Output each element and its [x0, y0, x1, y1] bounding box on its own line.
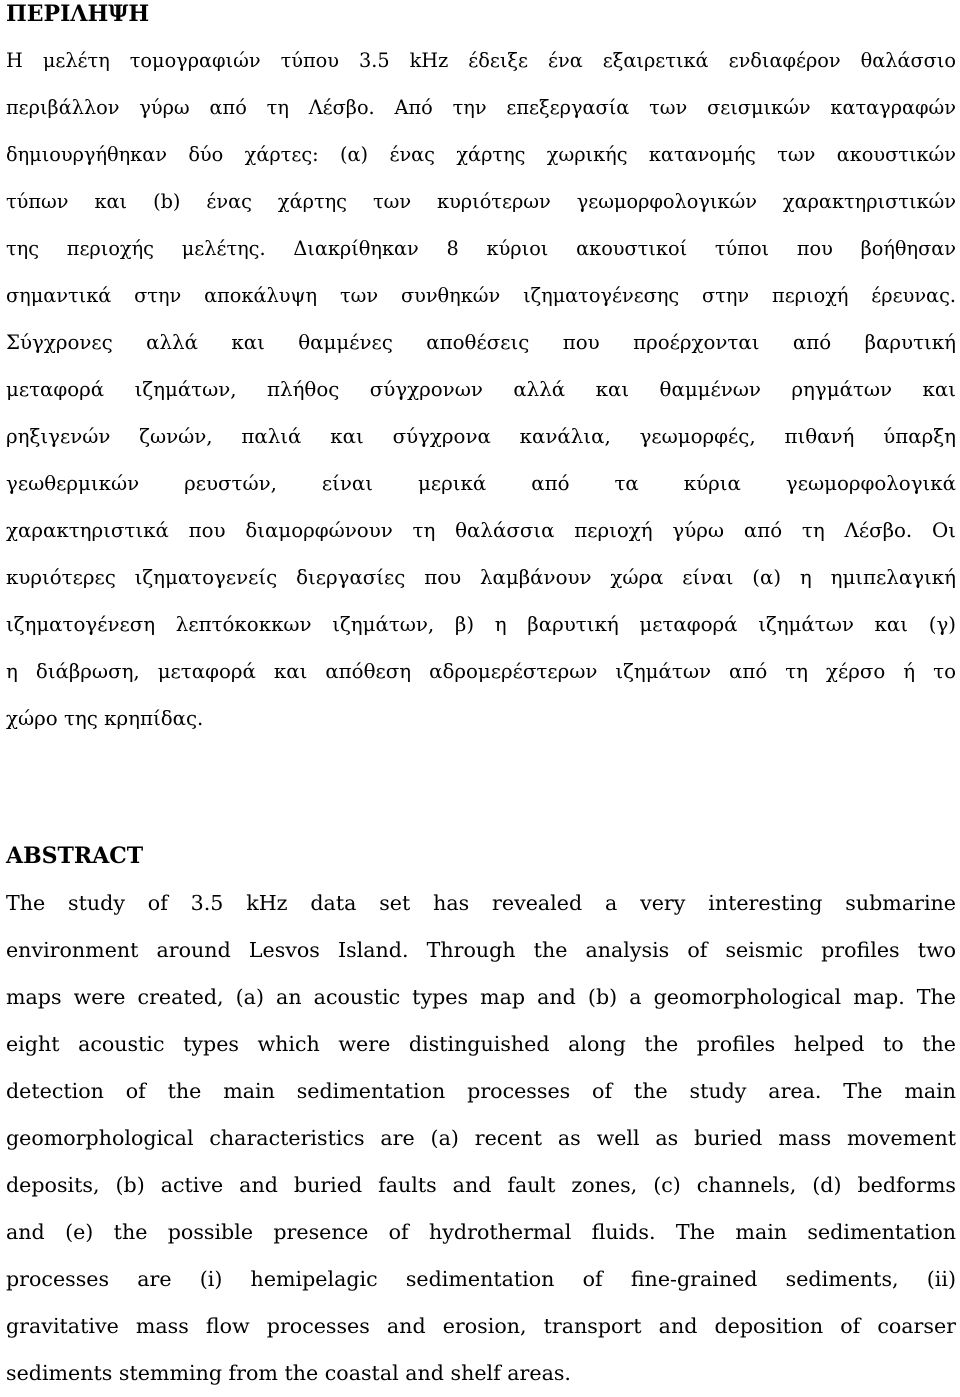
abstract-text-line: gravitative mass flow processes and erosion, transport and deposition of coarser: [6, 1314, 956, 1338]
greek-text-line: της περιοχής μελέτης. Διακρίθηκαν 8 κύριοι ακουστικοί τύποι που βοήθησαν: [6, 237, 956, 260]
greek-summary-paragraph: [6, 9, 956, 742]
abstract-text-line: and (e) the possible presence of hydrothermal fluids. The main sedimentation: [6, 1220, 956, 1244]
greek-text-line: τύπων και (b) ένας χάρτης των κυριότερων γεωμορφολογικών χαρακτηριστικών: [6, 190, 956, 213]
greek-summary-heading: ΠΕΡΙΛΗΨΗ: [6, 1, 150, 27]
greek-text-line: περιβάλλον γύρω από τη Λέσβο. Από την επεξεργασία των σεισμικών καταγραφών: [6, 96, 956, 119]
abstract-text-line: eight acoustic types which were distinguished along the profiles helped to the: [6, 1032, 956, 1056]
greek-text-line: ρηξιγενών ζωνών, παλιά και σύγχρονα κανάλια, γεωμορφές, πιθανή ύπαρξη: [6, 425, 956, 448]
greek-text-line: Σύγχρονες αλλά και θαμμένες αποθέσεις που προέρχονται από βαρυτική: [6, 331, 956, 354]
abstract-heading: ABSTRACT: [6, 843, 144, 869]
greek-text-line: κυριότερες ιζηματογενείς διεργασίες που λαμβάνουν χώρα είναι (α) η ημιπελαγική: [6, 566, 956, 589]
abstract-text-line: sediments stemming from the coastal and shelf areas.: [6, 1361, 571, 1385]
abstract-text-line: The study of 3.5 kHz data set has revealed a very interesting submarine: [6, 891, 956, 915]
abstract-text-line: detection of the main sedimentation processes of the study area. The main: [6, 1079, 956, 1103]
abstract-text-line: geomorphological characteristics are (a) recent as well as buried mass movement: [6, 1126, 956, 1150]
abstract-text-line: deposits, (b) active and buried faults and fault zones, (c) channels, (d) bedforms: [6, 1173, 956, 1197]
greek-text-line: χώρο της κρηπίδας.: [6, 707, 204, 730]
greek-text-line: δημιουργήθηκαν δύο χάρτες: (α) ένας χάρτης χωρικής κατανομής των ακουστικών: [6, 143, 956, 166]
greek-text-line: Η μελέτη τομογραφιών τύπου 3.5 kHz έδειξε ένα εξαιρετικά ενδιαφέρον θαλάσσιο: [6, 49, 956, 72]
greek-text-line: μεταφορά ιζημάτων, πλήθος σύγχρονων αλλά και θαμμένων ρηγμάτων και: [6, 378, 956, 401]
abstract-text-line: environment around Lesvos Island. Through the analysis of seismic profiles two: [6, 938, 956, 962]
abstract-paragraph: [6, 880, 956, 1397]
greek-text-line: ιζηματογένεση λεπτόκοκκων ιζημάτων, β) η βαρυτική μεταφορά ιζημάτων και (γ): [6, 613, 956, 636]
greek-text-line: σημαντικά στην αποκάλυψη των συνθηκών ιζηματογένεσης στην περιοχή έρευνας.: [6, 284, 956, 307]
greek-text-line: γεωθερμικών ρευστών, είναι μερικά από τα κύρια γεωμορφολογικά: [6, 472, 956, 495]
greek-text-line: χαρακτηριστικά που διαμορφώνουν τη θαλάσσια περιοχή γύρω από τη Λέσβο. Οι: [6, 519, 956, 542]
abstract-text-line: processes are (i) hemipelagic sedimentation of fine-grained sediments, (ii): [6, 1267, 956, 1291]
greek-text-line: η διάβρωση, μεταφορά και απόθεση αδρομερέστερων ιζημάτων από τη χέρσο ή το: [6, 660, 956, 683]
abstract-text-line: maps were created, (a) an acoustic types map and (b) a geomorphological map. The: [6, 985, 956, 1009]
